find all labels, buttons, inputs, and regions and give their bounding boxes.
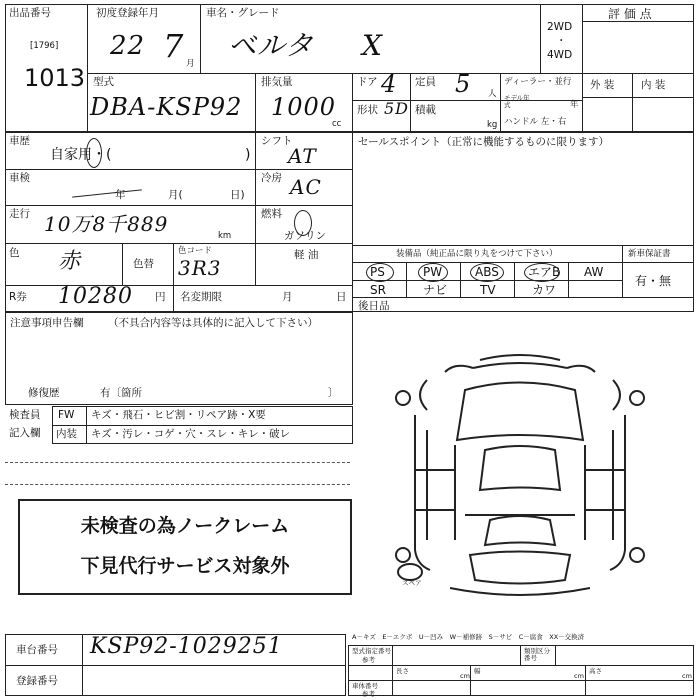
r-yen: 円	[155, 291, 166, 303]
car-name-value: ベルタ	[228, 29, 314, 62]
model-designation-label: 型式指定番号	[352, 647, 391, 655]
sales-point-label: セールスポイント（正常に機能するものに限ります）	[358, 136, 610, 148]
ref2-label: 参考	[362, 690, 375, 698]
repair-label: 修復歴	[28, 387, 60, 399]
fuel-label: 燃料	[261, 208, 282, 220]
inspector-interior-label: 内装	[56, 428, 77, 440]
person-unit: 人	[488, 89, 497, 99]
ac-label: 冷房	[261, 172, 282, 184]
repair-close: 〕	[328, 387, 339, 399]
handle-label[interactable]: ハンドル 左・右	[504, 117, 567, 127]
car-name-label: 車名・グレード	[206, 7, 280, 19]
chassis-ref-label: 車体番号	[352, 682, 378, 690]
circle-abs	[470, 263, 504, 282]
repair-value[interactable]: 有〔箇所	[100, 387, 142, 399]
rating-label: 評 価 点	[608, 7, 652, 21]
reference-label: 参考	[362, 656, 375, 664]
equip-sr[interactable]: SR	[370, 283, 386, 297]
lot-code: [1796]	[30, 41, 59, 51]
color-code-value: 3R3	[178, 256, 222, 280]
reg-label: 登録番号	[16, 675, 58, 687]
capacity-value: 5	[455, 70, 472, 98]
interior-label: 内 装	[641, 79, 666, 91]
name-change-day: 日	[336, 291, 347, 303]
displacement-value: 1000	[271, 93, 337, 121]
exhibit-no-label: 出品番号	[9, 7, 51, 19]
fuel-diesel[interactable]: 軽 油	[294, 249, 319, 261]
displacement-unit: cc	[332, 119, 342, 129]
color-change-label: 色替	[133, 258, 154, 270]
height-label: 高さ	[589, 667, 602, 675]
cm-unit-3: cm	[682, 672, 692, 680]
shape-label: 形状	[357, 104, 378, 116]
length-label: 長さ	[396, 667, 409, 675]
inspector-label: 検査員	[9, 409, 41, 421]
legend-text: A－キズ E－エクボ U－凹み W－補修跡 S－サビ C－腐食 XX－交換済	[352, 633, 585, 641]
first-reg-month: 7	[163, 27, 185, 65]
model-value: DBA-KSP92	[90, 93, 243, 121]
shift-value: AT	[288, 144, 317, 168]
circle-airbag	[524, 263, 560, 282]
grade-value: X	[362, 29, 383, 62]
equip-airbag[interactable]: エアB	[528, 265, 561, 279]
model-label: 型式	[93, 76, 114, 88]
equip-ps[interactable]: PS	[370, 265, 385, 279]
category-no-label: 類別区分番号	[524, 647, 550, 662]
width-label: 幅	[474, 667, 481, 675]
notes-label: 注意事項申告欄	[10, 317, 84, 329]
drive-dot: ・	[556, 35, 567, 47]
shift-label: シフト	[261, 135, 293, 147]
dealer-label[interactable]: ディーラー・並行	[504, 77, 572, 87]
banner-line-1: 未検査の為ノークレーム	[80, 515, 290, 537]
inspection-month: 月(	[168, 189, 183, 201]
year-unit: 年	[570, 100, 579, 110]
inspection-label: 車検	[9, 172, 30, 184]
doors-value: 4	[381, 70, 398, 98]
mileage-value: 10万8千889	[44, 212, 169, 236]
history-close: )	[245, 147, 251, 163]
doors-label: ドア	[357, 76, 378, 88]
ac-value: AC	[290, 175, 322, 199]
color-value: 赤	[58, 249, 82, 274]
circle-pw	[418, 263, 448, 282]
equip-tv[interactable]: TV	[480, 283, 496, 297]
inspection-day: 日)	[230, 189, 245, 201]
history-circle	[86, 138, 102, 168]
chassis-value: KSP92-1029251	[90, 634, 283, 659]
first-reg-year: 22	[110, 31, 146, 61]
load-unit: kg	[487, 120, 498, 130]
record-label: 記入欄	[9, 427, 41, 439]
equipment-label: 装備品（純正品に限り丸をつけて下さい）	[396, 249, 558, 259]
after-parts-label: 後日品	[358, 300, 390, 312]
month-char: 月	[186, 59, 195, 69]
color-label: 色	[9, 247, 20, 259]
notes-instruction: （不具合内容等は具体的に記入して下さい）	[108, 317, 318, 329]
spare-label: スペア	[402, 579, 422, 587]
warranty-value[interactable]: 有・無	[635, 274, 672, 288]
shape-value: 5D	[384, 99, 410, 118]
no-claim-banner	[18, 499, 352, 595]
mileage-unit: km	[218, 231, 232, 241]
displacement-label: 排気量	[261, 76, 293, 88]
history-label: 車歴	[9, 135, 30, 147]
color-code-label: 色コード	[178, 246, 213, 256]
fuel-gas[interactable]: ガソリン	[284, 230, 326, 242]
cm-unit-1: cm	[460, 672, 470, 680]
drive-2wd[interactable]: 2WD	[547, 21, 573, 33]
capacity-label: 定員	[415, 76, 436, 88]
load-label: 積載	[415, 104, 436, 116]
fw-label: FW	[58, 409, 75, 421]
interior-text[interactable]: キズ・汚レ・コゲ・穴・スレ・キレ・破レ	[91, 428, 291, 440]
equip-leather[interactable]: カワ	[532, 283, 557, 297]
equip-navi[interactable]: ナビ	[423, 283, 448, 297]
car-diagram[interactable]	[355, 350, 685, 610]
equip-aw[interactable]: AW	[584, 265, 604, 279]
name-change-label: 名変期限	[180, 291, 222, 303]
equip-abs[interactable]: ABS	[475, 265, 499, 279]
mileage-label: 走行	[9, 208, 30, 220]
fw-text[interactable]: キズ・飛石・ヒビ割・リペア跡・X要	[91, 409, 266, 421]
name-change-month: 月	[282, 291, 293, 303]
banner-line-2: 下見代行サービス対象外	[80, 555, 290, 577]
fuel-circle	[294, 210, 312, 236]
first-reg-label: 初度登録年月	[96, 7, 159, 19]
history-value[interactable]: 自家用・(	[50, 147, 112, 163]
drive-4wd[interactable]: 4WD	[547, 49, 573, 61]
exterior-label: 外 装	[590, 79, 615, 91]
cm-unit-2: cm	[574, 672, 584, 680]
r-value: 10280	[58, 284, 133, 309]
lot-number: 1013	[24, 64, 86, 92]
warranty-label: 新車保証書	[628, 249, 671, 259]
circle-ps	[366, 263, 394, 282]
chassis-label: 車台番号	[16, 644, 58, 656]
r-label: R券	[9, 291, 27, 303]
model-year-label: モデル年式	[504, 94, 530, 109]
inspection-year: 年	[115, 189, 126, 201]
equip-pw[interactable]: PW	[423, 265, 443, 279]
